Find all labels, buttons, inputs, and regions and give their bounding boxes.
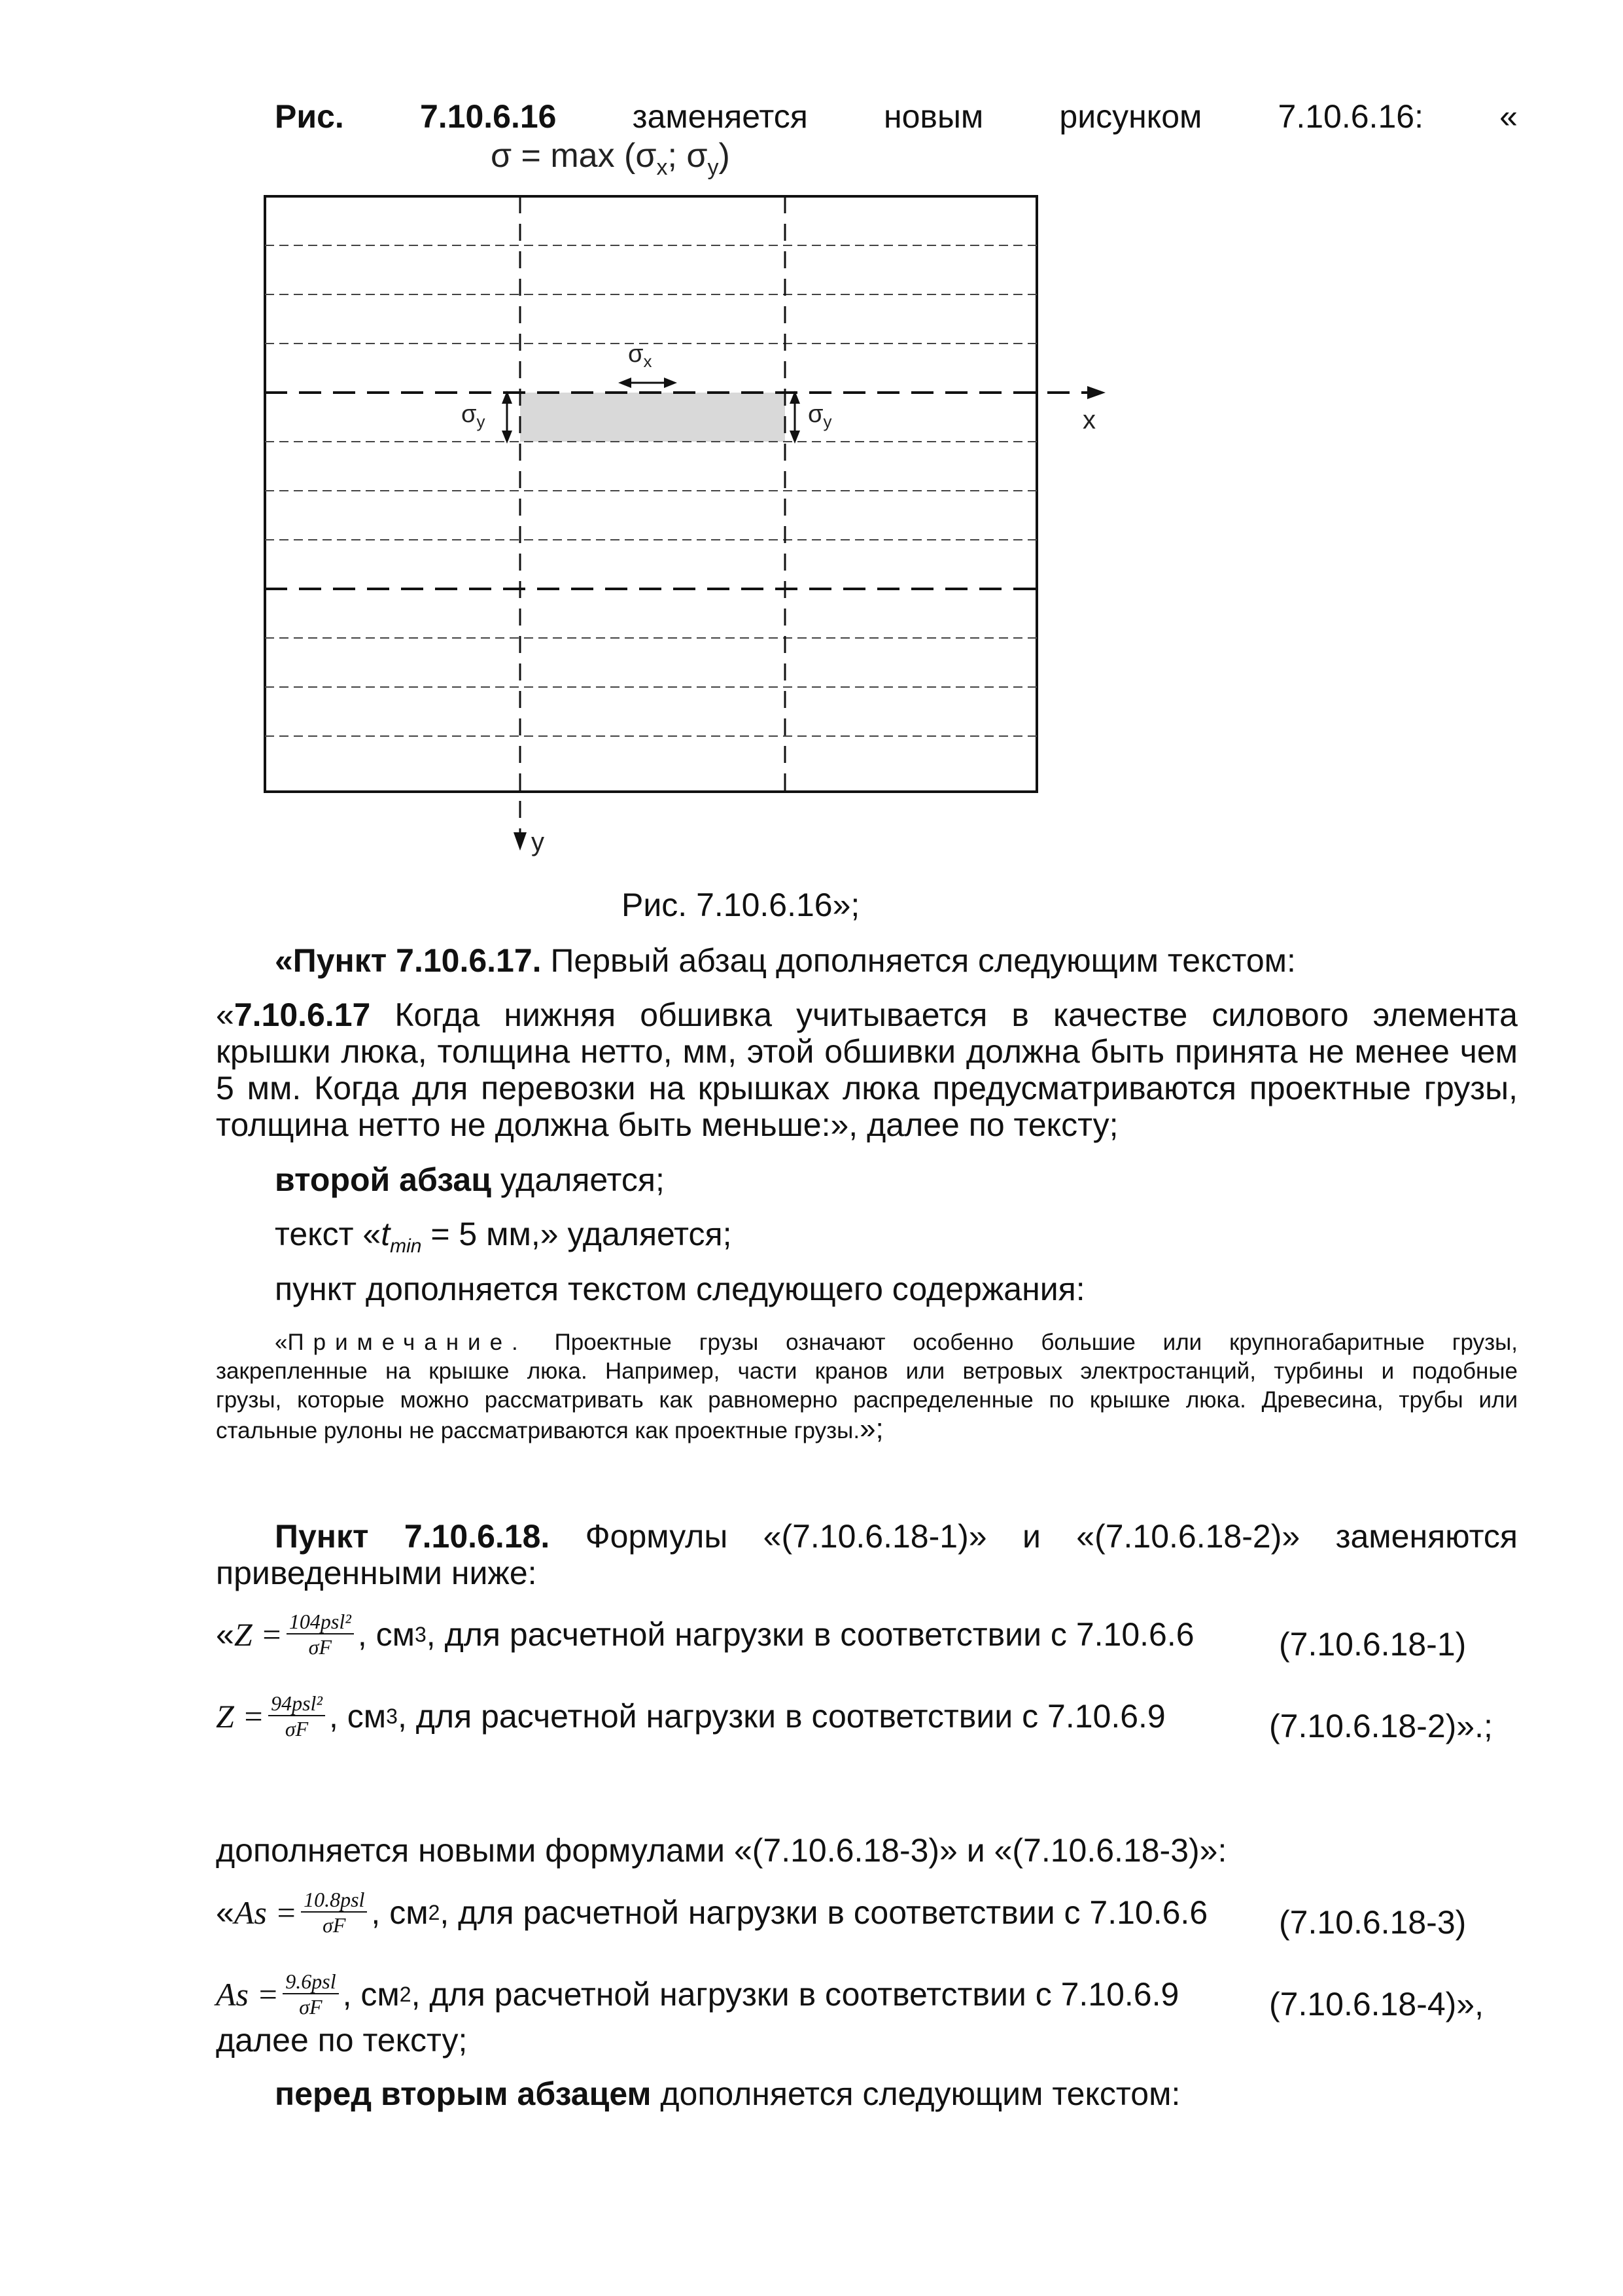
before-bold: перед вторым абзацем: [275, 2075, 652, 2112]
word-figure: рисунком: [1059, 98, 1202, 135]
open-quote: «: [1499, 98, 1518, 135]
formula-1-open: «: [216, 1616, 234, 1653]
sigma-y-right-label: $\sigma_y$: [808, 400, 832, 431]
formula-1-fraction: [287, 1610, 354, 1659]
p17-quote-line4: толщина нетто не должна быть меньше:», далее по тексту;: [216, 1106, 1119, 1143]
tmin-post: = 5 мм,» удаляется;: [421, 1216, 732, 1252]
plate-frame: [265, 196, 1037, 792]
before-second-paragraph: [275, 2075, 1180, 2112]
formula-1-den: σF: [308, 1635, 332, 1659]
second-paragraph-line: [275, 1161, 665, 1198]
formula-1: [216, 1610, 1195, 1659]
figure-caption: Рис. 7.10.6.16»;: [621, 887, 860, 923]
note-open-quote: «: [275, 1330, 288, 1355]
note-close: »;: [860, 1413, 884, 1445]
formula-3-lhs: As =: [234, 1894, 298, 1931]
word-new: новым: [883, 98, 984, 135]
formula-3-label: (7.10.6.18-3): [1279, 1904, 1467, 1941]
second-paragraph-bold: второй абзац: [275, 1161, 491, 1198]
note-text4: стальные рулоны не рассматриваются как проектные грузы.: [216, 1418, 860, 1443]
formula-1-text: , для расчетной нагрузки в соответствии с 7.10.6.6: [426, 1616, 1195, 1653]
formula-1-sup: 3: [414, 1623, 427, 1646]
formula-2-den: σF: [285, 1717, 309, 1740]
p18-intro: [275, 1518, 1518, 1555]
formula-4-num: 9.6psl: [283, 1969, 338, 1994]
formula-4: [216, 1969, 1179, 2019]
x-axis-label: x: [1083, 406, 1096, 434]
p17-bold: «Пункт 7.10.6.17.: [275, 942, 542, 979]
formula-4-text: , для расчетной нагрузки в соответствии с 7.10.6.9: [411, 1976, 1179, 2013]
formula-3-fraction: [301, 1888, 367, 1937]
formula-2-num: 94psl²: [268, 1691, 325, 1716]
p18-replaced: заменяются: [1335, 1518, 1518, 1555]
p18-ref2: «(7.10.6.18-2)»: [1076, 1518, 1300, 1555]
note-line1: [275, 1328, 1518, 1357]
tmin-line: [275, 1216, 732, 1256]
formula-3-sup: 2: [428, 1901, 440, 1924]
note-title: Примечание.: [287, 1330, 527, 1355]
p18-and: и: [1022, 1518, 1041, 1555]
formula-2-lhs: Z =: [216, 1698, 265, 1735]
formula-4-fraction: [283, 1969, 338, 2019]
stiffener-lines: [265, 245, 1037, 736]
formula-4-lhs: As =: [216, 1976, 279, 2013]
figure-ref: 7.10.6.16:: [1278, 98, 1423, 135]
formula-4-sup: 2: [399, 1983, 411, 2006]
formula-2-label: (7.10.6.18-2)».;: [1269, 1708, 1493, 1744]
figure-number: 7.10.6.16: [419, 98, 557, 135]
before-rest: дополняется следующим текстом:: [651, 2075, 1181, 2112]
formula-4-label: (7.10.6.18-4)»,: [1269, 1986, 1484, 2022]
formula-4-unit: , см: [342, 1976, 400, 2013]
y-axis-arrow: [514, 832, 527, 851]
formula-1-label: (7.10.6.18-1): [1279, 1626, 1467, 1663]
formula-2-text: , для расчетной нагрузки в соответствии с 7.10.6.9: [397, 1698, 1166, 1735]
further-line: далее по тексту;: [216, 2022, 468, 2058]
formula-3-open: «: [216, 1894, 234, 1931]
new-formulas-line: дополняется новыми формулами «(7.10.6.18-3)» и «(7.10.6.18-3)»:: [216, 1832, 1227, 1869]
second-paragraph-rest: удаляется;: [491, 1161, 665, 1198]
p18-word1: Пункт: [275, 1518, 369, 1555]
p17-quote-line1: «7.10.6.17 Когда нижняя обшивка учитывается в качестве силового элемента: [216, 997, 1518, 1033]
p17-quote-line2: крышки люка, толщина нетто, мм, этой обшивки должна быть принята не менее чем: [216, 1033, 1518, 1070]
formula-3-text: , для расчетной нагрузки в соответствии с 7.10.6.6: [440, 1894, 1208, 1931]
formula-2-sup: 3: [386, 1704, 398, 1728]
formula-3-num: 10.8psl: [301, 1888, 367, 1913]
formula-1-unit: , см: [357, 1616, 415, 1653]
word-replaced: заменяется: [632, 98, 808, 135]
tmin-var: t: [381, 1216, 391, 1252]
add-text-line: пункт дополняется текстом следующего содержания:: [275, 1271, 1085, 1307]
sigma-x-label: $\sigma_x$: [628, 340, 652, 371]
ris-label: Рис.: [275, 98, 344, 135]
p17-quote-line3: 5 мм. Когда для перевозки на крышках люка предусматриваются проектные грузы,: [216, 1070, 1518, 1106]
note-text1: Проектные грузы означают особенно большие или крупногабаритные грузы,: [527, 1330, 1518, 1355]
p18-number: 7.10.6.18.: [404, 1518, 550, 1555]
p17-intro: [275, 942, 1296, 979]
p17-quote-num: 7.10.6.17: [234, 997, 371, 1033]
shaded-zone: [520, 393, 785, 442]
tmin-pre: текст «: [275, 1216, 381, 1252]
sigma-y-left-label: $\sigma_y$: [461, 400, 485, 431]
note-line4: [216, 1415, 884, 1445]
formula-2-fraction: [268, 1691, 325, 1741]
formula-3-unit: , см: [371, 1894, 428, 1931]
note-line3: грузы, которые можно рассматривать как равномерно распределенные по крышке люка. Древесина, трубы или: [216, 1387, 1518, 1413]
formula-3: [216, 1888, 1208, 1937]
x-axis-arrow: [1087, 386, 1106, 399]
note-line2: закрепленные на крышке люка. Например, части кранов или ветровых электростанций, турбины и подобные: [216, 1358, 1518, 1384]
tmin-sub: min: [390, 1235, 422, 1257]
p18-ref1: «(7.10.6.18-1)»: [763, 1518, 987, 1555]
formula-3-den: σF: [323, 1913, 346, 1937]
p17-quote-text1: Когда нижняя обшивка учитывается в качестве силового элемента: [370, 997, 1518, 1033]
y-axis-label: y: [531, 828, 544, 857]
formula-1-lhs: Z =: [234, 1616, 283, 1653]
sigma-max-formula: $\sigma = \max (\sigma_x$; $\sigma_y$): [491, 137, 730, 180]
formula-4-den: σF: [299, 1995, 323, 2019]
formula-2-unit: , см: [329, 1698, 387, 1735]
formula-2: [216, 1691, 1166, 1741]
p17-rest: Первый абзац дополняется следующим текстом:: [541, 942, 1296, 979]
formula-1-num: 104psl²: [287, 1610, 354, 1634]
p18-line2: приведенными ниже:: [216, 1555, 537, 1591]
p18-word3: Формулы: [585, 1518, 728, 1555]
